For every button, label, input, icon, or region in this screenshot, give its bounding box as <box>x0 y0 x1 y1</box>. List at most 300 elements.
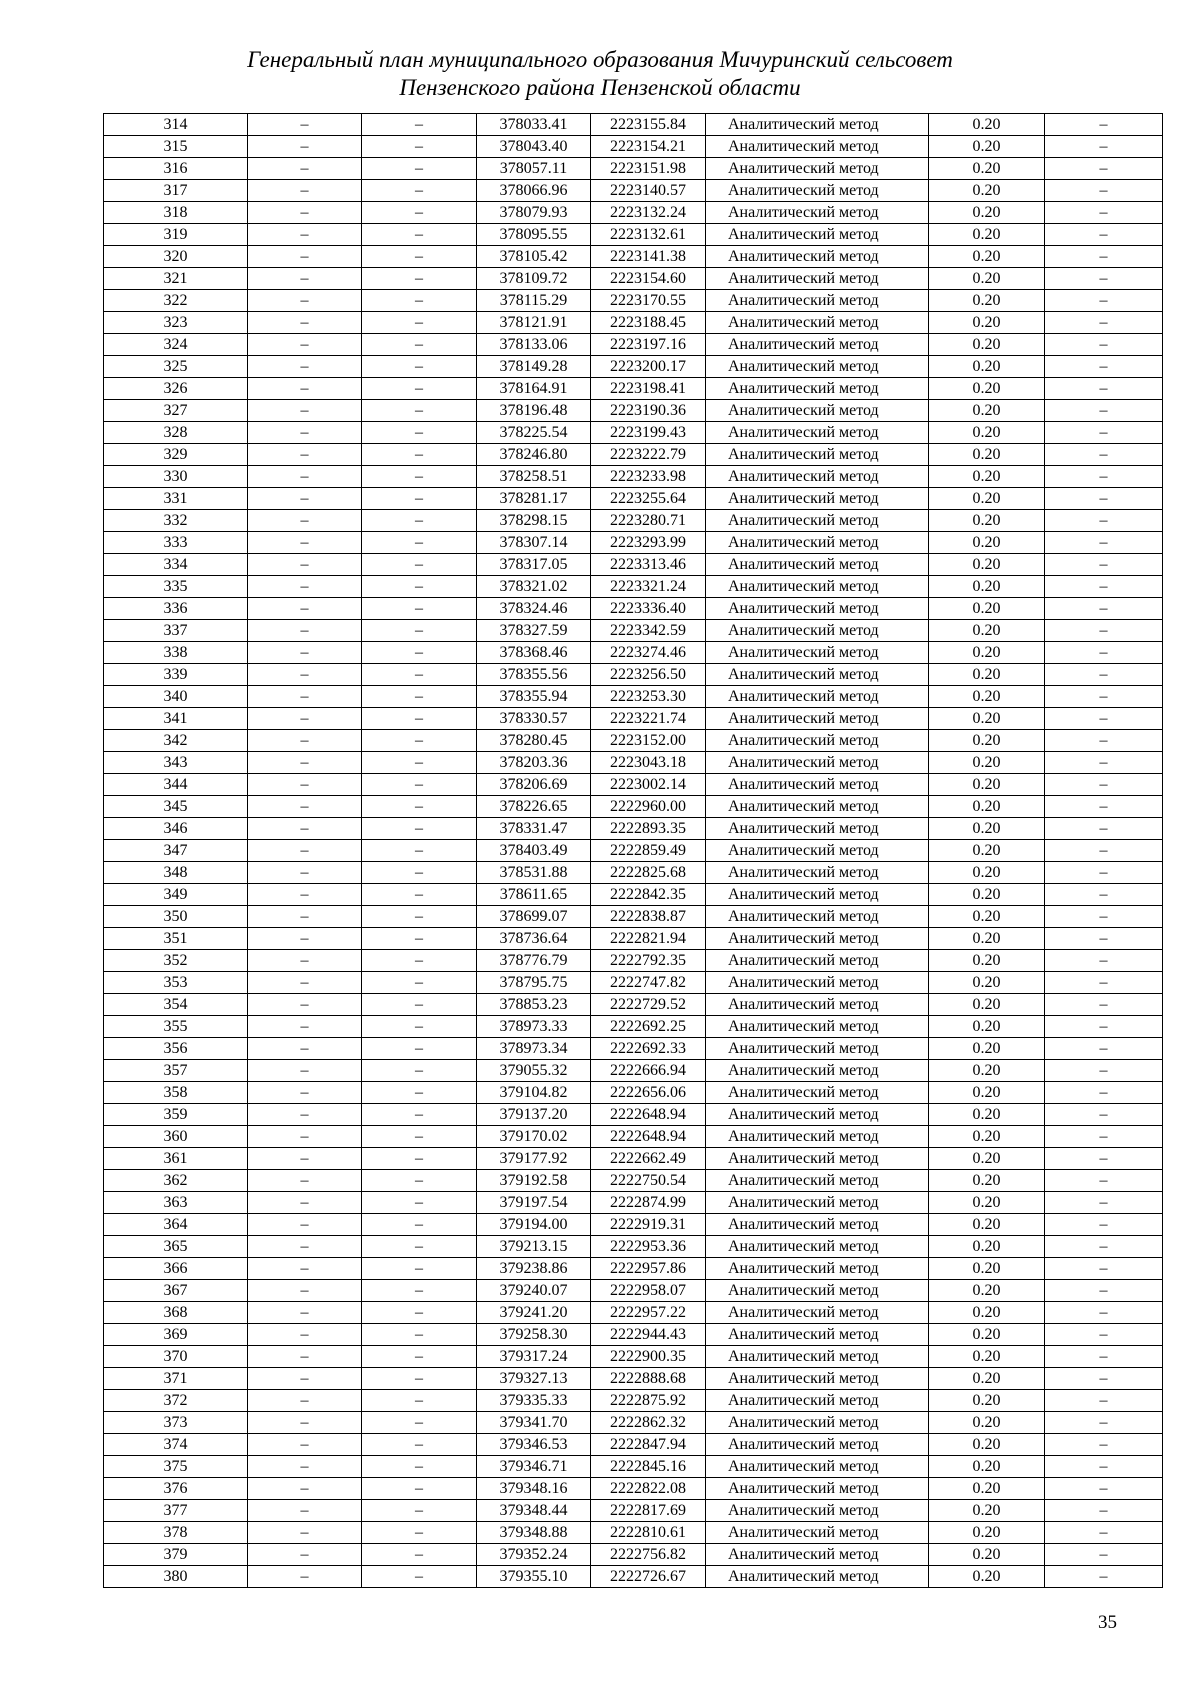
description-cell: – <box>1045 510 1163 532</box>
method-cell: Аналитический метод <box>706 136 929 158</box>
old-x-cell: – <box>248 400 362 422</box>
y-coordinate-cell: 2223170.55 <box>591 290 706 312</box>
old-x-cell: – <box>248 202 362 224</box>
old-x-cell: – <box>248 1016 362 1038</box>
accuracy-cell: 0.20 <box>929 202 1045 224</box>
x-coordinate-cell: 378109.72 <box>477 268 591 290</box>
old-y-cell: – <box>362 246 477 268</box>
point-number-cell: 354 <box>104 994 248 1016</box>
method-cell: Аналитический метод <box>706 400 929 422</box>
table-row <box>104 1478 1163 1500</box>
old-x-cell: – <box>248 488 362 510</box>
point-number-cell: 316 <box>104 158 248 180</box>
description-cell: – <box>1045 136 1163 158</box>
description-cell: – <box>1045 576 1163 598</box>
description-cell: – <box>1045 620 1163 642</box>
y-coordinate-cell: 2222656.06 <box>591 1082 706 1104</box>
method-cell: Аналитический метод <box>706 884 929 906</box>
old-y-cell: – <box>362 334 477 356</box>
table-row <box>104 268 1163 290</box>
old-y-cell: – <box>362 664 477 686</box>
method-cell: Аналитический метод <box>706 730 929 752</box>
point-number-cell: 367 <box>104 1280 248 1302</box>
table-row <box>104 1456 1163 1478</box>
description-cell: – <box>1045 158 1163 180</box>
old-y-cell: – <box>362 1214 477 1236</box>
header-line-2: Пензенского района Пензенской области <box>399 75 801 100</box>
table-row <box>104 1324 1163 1346</box>
point-number-cell: 347 <box>104 840 248 862</box>
x-coordinate-cell: 378331.47 <box>477 818 591 840</box>
y-coordinate-cell: 2223140.57 <box>591 180 706 202</box>
table-row <box>104 1060 1163 1082</box>
table-row <box>104 444 1163 466</box>
accuracy-cell: 0.20 <box>929 1170 1045 1192</box>
method-cell: Аналитический метод <box>706 268 929 290</box>
method-cell: Аналитический метод <box>706 1214 929 1236</box>
x-coordinate-cell: 378246.80 <box>477 444 591 466</box>
y-coordinate-cell: 2223197.16 <box>591 334 706 356</box>
description-cell: – <box>1045 334 1163 356</box>
point-number-cell: 364 <box>104 1214 248 1236</box>
point-number-cell: 325 <box>104 356 248 378</box>
table-row <box>104 796 1163 818</box>
old-y-cell: – <box>362 818 477 840</box>
y-coordinate-cell: 2222888.68 <box>591 1368 706 1390</box>
description-cell: – <box>1045 246 1163 268</box>
y-coordinate-cell: 2222729.52 <box>591 994 706 1016</box>
y-coordinate-cell: 2223336.40 <box>591 598 706 620</box>
accuracy-cell: 0.20 <box>929 136 1045 158</box>
description-cell: – <box>1045 422 1163 444</box>
old-x-cell: – <box>248 114 362 136</box>
accuracy-cell: 0.20 <box>929 532 1045 554</box>
old-x-cell: – <box>248 136 362 158</box>
point-number-cell: 344 <box>104 774 248 796</box>
point-number-cell: 372 <box>104 1390 248 1412</box>
old-x-cell: – <box>248 1214 362 1236</box>
description-cell: – <box>1045 818 1163 840</box>
y-coordinate-cell: 2223155.84 <box>591 114 706 136</box>
table-row <box>104 1104 1163 1126</box>
x-coordinate-cell: 378321.02 <box>477 576 591 598</box>
old-x-cell: – <box>248 1478 362 1500</box>
accuracy-cell: 0.20 <box>929 378 1045 400</box>
y-coordinate-cell: 2222747.82 <box>591 972 706 994</box>
accuracy-cell: 0.20 <box>929 730 1045 752</box>
point-number-cell: 319 <box>104 224 248 246</box>
x-coordinate-cell: 378355.94 <box>477 686 591 708</box>
y-coordinate-cell: 2222893.35 <box>591 818 706 840</box>
description-cell: – <box>1045 840 1163 862</box>
accuracy-cell: 0.20 <box>929 1148 1045 1170</box>
table-row <box>104 224 1163 246</box>
x-coordinate-cell: 378149.28 <box>477 356 591 378</box>
old-x-cell: – <box>248 1456 362 1478</box>
old-y-cell: – <box>362 686 477 708</box>
method-cell: Аналитический метод <box>706 378 929 400</box>
old-x-cell: – <box>248 1544 362 1566</box>
table-row <box>104 1148 1163 1170</box>
method-cell: Аналитический метод <box>706 752 929 774</box>
point-number-cell: 350 <box>104 906 248 928</box>
method-cell: Аналитический метод <box>706 642 929 664</box>
point-number-cell: 355 <box>104 1016 248 1038</box>
old-y-cell: – <box>362 510 477 532</box>
y-coordinate-cell: 2223274.46 <box>591 642 706 664</box>
method-cell: Аналитический метод <box>706 312 929 334</box>
x-coordinate-cell: 378164.91 <box>477 378 591 400</box>
table-row <box>104 180 1163 202</box>
description-cell: – <box>1045 1038 1163 1060</box>
method-cell: Аналитический метод <box>706 774 929 796</box>
method-cell: Аналитический метод <box>706 1192 929 1214</box>
description-cell: – <box>1045 1346 1163 1368</box>
description-cell: – <box>1045 1412 1163 1434</box>
table-row <box>104 774 1163 796</box>
old-x-cell: – <box>248 1082 362 1104</box>
y-coordinate-cell: 2222859.49 <box>591 840 706 862</box>
old-y-cell: – <box>362 180 477 202</box>
accuracy-cell: 0.20 <box>929 1368 1045 1390</box>
y-coordinate-cell: 2222874.99 <box>591 1192 706 1214</box>
method-cell: Аналитический метод <box>706 1324 929 1346</box>
description-cell: – <box>1045 642 1163 664</box>
y-coordinate-cell: 2222847.94 <box>591 1434 706 1456</box>
x-coordinate-cell: 379317.24 <box>477 1346 591 1368</box>
y-coordinate-cell: 2223198.41 <box>591 378 706 400</box>
description-cell: – <box>1045 554 1163 576</box>
old-x-cell: – <box>248 620 362 642</box>
table-row <box>104 598 1163 620</box>
accuracy-cell: 0.20 <box>929 972 1045 994</box>
old-y-cell: – <box>362 950 477 972</box>
accuracy-cell: 0.20 <box>929 708 1045 730</box>
y-coordinate-cell: 2223313.46 <box>591 554 706 576</box>
old-x-cell: – <box>248 1500 362 1522</box>
old-x-cell: – <box>248 1390 362 1412</box>
coordinates-table <box>103 113 1163 1588</box>
method-cell: Аналитический метод <box>706 1346 929 1368</box>
y-coordinate-cell: 2222756.82 <box>591 1544 706 1566</box>
table-row <box>104 1412 1163 1434</box>
point-number-cell: 332 <box>104 510 248 532</box>
point-number-cell: 337 <box>104 620 248 642</box>
method-cell: Аналитический метод <box>706 686 929 708</box>
old-x-cell: – <box>248 334 362 356</box>
point-number-cell: 358 <box>104 1082 248 1104</box>
old-y-cell: – <box>362 202 477 224</box>
method-cell: Аналитический метод <box>706 180 929 202</box>
y-coordinate-cell: 2223188.45 <box>591 312 706 334</box>
table-row <box>104 1346 1163 1368</box>
old-y-cell: – <box>362 994 477 1016</box>
x-coordinate-cell: 379355.10 <box>477 1566 591 1588</box>
point-number-cell: 331 <box>104 488 248 510</box>
point-number-cell: 330 <box>104 466 248 488</box>
table-row <box>104 422 1163 444</box>
old-y-cell: – <box>362 268 477 290</box>
method-cell: Аналитический метод <box>706 1258 929 1280</box>
accuracy-cell: 0.20 <box>929 400 1045 422</box>
point-number-cell: 345 <box>104 796 248 818</box>
y-coordinate-cell: 2222750.54 <box>591 1170 706 1192</box>
point-number-cell: 360 <box>104 1126 248 1148</box>
method-cell: Аналитический метод <box>706 466 929 488</box>
x-coordinate-cell: 378973.33 <box>477 1016 591 1038</box>
point-number-cell: 317 <box>104 180 248 202</box>
y-coordinate-cell: 2222726.67 <box>591 1566 706 1588</box>
old-x-cell: – <box>248 1170 362 1192</box>
x-coordinate-cell: 379104.82 <box>477 1082 591 1104</box>
old-y-cell: – <box>362 1148 477 1170</box>
table-row <box>104 1522 1163 1544</box>
old-y-cell: – <box>362 1390 477 1412</box>
table-row <box>104 1214 1163 1236</box>
old-x-cell: – <box>248 422 362 444</box>
x-coordinate-cell: 379258.30 <box>477 1324 591 1346</box>
point-number-cell: 326 <box>104 378 248 400</box>
x-coordinate-cell: 379192.58 <box>477 1170 591 1192</box>
old-y-cell: – <box>362 1126 477 1148</box>
accuracy-cell: 0.20 <box>929 906 1045 928</box>
old-x-cell: – <box>248 1280 362 1302</box>
accuracy-cell: 0.20 <box>929 114 1045 136</box>
y-coordinate-cell: 2223256.50 <box>591 664 706 686</box>
x-coordinate-cell: 379213.15 <box>477 1236 591 1258</box>
description-cell: – <box>1045 774 1163 796</box>
method-cell: Аналитический метод <box>706 840 929 862</box>
x-coordinate-cell: 379348.16 <box>477 1478 591 1500</box>
old-y-cell: – <box>362 598 477 620</box>
accuracy-cell: 0.20 <box>929 884 1045 906</box>
x-coordinate-cell: 379352.24 <box>477 1544 591 1566</box>
x-coordinate-cell: 379348.88 <box>477 1522 591 1544</box>
y-coordinate-cell: 2222919.31 <box>591 1214 706 1236</box>
x-coordinate-cell: 378225.54 <box>477 422 591 444</box>
method-cell: Аналитический метод <box>706 1456 929 1478</box>
point-number-cell: 333 <box>104 532 248 554</box>
table-row <box>104 620 1163 642</box>
accuracy-cell: 0.20 <box>929 1390 1045 1412</box>
method-cell: Аналитический метод <box>706 1390 929 1412</box>
old-x-cell: – <box>248 268 362 290</box>
point-number-cell: 315 <box>104 136 248 158</box>
old-x-cell: – <box>248 246 362 268</box>
old-y-cell: – <box>362 862 477 884</box>
description-cell: – <box>1045 400 1163 422</box>
description-cell: – <box>1045 312 1163 334</box>
y-coordinate-cell: 2223132.24 <box>591 202 706 224</box>
point-number-cell: 369 <box>104 1324 248 1346</box>
x-coordinate-cell: 379137.20 <box>477 1104 591 1126</box>
table-row <box>104 1126 1163 1148</box>
accuracy-cell: 0.20 <box>929 1192 1045 1214</box>
old-y-cell: – <box>362 1456 477 1478</box>
y-coordinate-cell: 2223151.98 <box>591 158 706 180</box>
y-coordinate-cell: 2223222.79 <box>591 444 706 466</box>
point-number-cell: 349 <box>104 884 248 906</box>
y-coordinate-cell: 2222953.36 <box>591 1236 706 1258</box>
x-coordinate-cell: 378095.55 <box>477 224 591 246</box>
old-y-cell: – <box>362 378 477 400</box>
method-cell: Аналитический метод <box>706 950 929 972</box>
accuracy-cell: 0.20 <box>929 224 1045 246</box>
old-y-cell: – <box>362 576 477 598</box>
description-cell: – <box>1045 884 1163 906</box>
method-cell: Аналитический метод <box>706 224 929 246</box>
x-coordinate-cell: 378298.15 <box>477 510 591 532</box>
table-row <box>104 1258 1163 1280</box>
table-row <box>104 334 1163 356</box>
x-coordinate-cell: 378226.65 <box>477 796 591 818</box>
method-cell: Аналитический метод <box>706 796 929 818</box>
point-number-cell: 357 <box>104 1060 248 1082</box>
old-y-cell: – <box>362 1478 477 1500</box>
old-y-cell: – <box>362 620 477 642</box>
table-row <box>104 708 1163 730</box>
old-x-cell: – <box>248 1038 362 1060</box>
point-number-cell: 341 <box>104 708 248 730</box>
old-y-cell: – <box>362 796 477 818</box>
y-coordinate-cell: 2222662.49 <box>591 1148 706 1170</box>
old-x-cell: – <box>248 1148 362 1170</box>
x-coordinate-cell: 378853.23 <box>477 994 591 1016</box>
table-row <box>104 818 1163 840</box>
y-coordinate-cell: 2222648.94 <box>591 1104 706 1126</box>
accuracy-cell: 0.20 <box>929 818 1045 840</box>
description-cell: – <box>1045 290 1163 312</box>
old-x-cell: – <box>248 466 362 488</box>
old-x-cell: – <box>248 1236 362 1258</box>
accuracy-cell: 0.20 <box>929 1302 1045 1324</box>
point-number-cell: 368 <box>104 1302 248 1324</box>
old-y-cell: – <box>362 972 477 994</box>
table-row <box>104 510 1163 532</box>
table-row <box>104 1368 1163 1390</box>
x-coordinate-cell: 378355.56 <box>477 664 591 686</box>
y-coordinate-cell: 2222845.16 <box>591 1456 706 1478</box>
method-cell: Аналитический метод <box>706 972 929 994</box>
old-y-cell: – <box>362 290 477 312</box>
point-number-cell: 324 <box>104 334 248 356</box>
table-row <box>104 576 1163 598</box>
method-cell: Аналитический метод <box>706 1434 929 1456</box>
method-cell: Аналитический метод <box>706 444 929 466</box>
point-number-cell: 320 <box>104 246 248 268</box>
x-coordinate-cell: 379177.92 <box>477 1148 591 1170</box>
y-coordinate-cell: 2222838.87 <box>591 906 706 928</box>
accuracy-cell: 0.20 <box>929 664 1045 686</box>
old-x-cell: – <box>248 1412 362 1434</box>
table-row <box>104 994 1163 1016</box>
description-cell: – <box>1045 1148 1163 1170</box>
y-coordinate-cell: 2223221.74 <box>591 708 706 730</box>
x-coordinate-cell: 379055.32 <box>477 1060 591 1082</box>
header-line-1: Генеральный план муниципального образования Мичуринский сельсовет <box>247 47 953 72</box>
description-cell: – <box>1045 1192 1163 1214</box>
description-cell: – <box>1045 378 1163 400</box>
old-y-cell: – <box>362 1060 477 1082</box>
point-number-cell: 340 <box>104 686 248 708</box>
point-number-cell: 329 <box>104 444 248 466</box>
accuracy-cell: 0.20 <box>929 1082 1045 1104</box>
method-cell: Аналитический метод <box>706 906 929 928</box>
method-cell: Аналитический метод <box>706 1544 929 1566</box>
method-cell: Аналитический метод <box>706 1148 929 1170</box>
table-row <box>104 378 1163 400</box>
table-row <box>104 488 1163 510</box>
method-cell: Аналитический метод <box>706 1368 929 1390</box>
accuracy-cell: 0.20 <box>929 840 1045 862</box>
old-x-cell: – <box>248 510 362 532</box>
description-cell: – <box>1045 114 1163 136</box>
description-cell: – <box>1045 730 1163 752</box>
y-coordinate-cell: 2223200.17 <box>591 356 706 378</box>
accuracy-cell: 0.20 <box>929 1522 1045 1544</box>
table-row <box>104 1016 1163 1038</box>
method-cell: Аналитический метод <box>706 994 929 1016</box>
description-cell: – <box>1045 972 1163 994</box>
old-x-cell: – <box>248 378 362 400</box>
point-number-cell: 356 <box>104 1038 248 1060</box>
old-x-cell: – <box>248 796 362 818</box>
description-cell: – <box>1045 1544 1163 1566</box>
method-cell: Аналитический метод <box>706 356 929 378</box>
table-row <box>104 1236 1163 1258</box>
method-cell: Аналитический метод <box>706 708 929 730</box>
table-row <box>104 686 1163 708</box>
description-cell: – <box>1045 862 1163 884</box>
accuracy-cell: 0.20 <box>929 158 1045 180</box>
old-x-cell: – <box>248 356 362 378</box>
description-cell: – <box>1045 906 1163 928</box>
point-number-cell: 351 <box>104 928 248 950</box>
table-row <box>104 840 1163 862</box>
point-number-cell: 318 <box>104 202 248 224</box>
x-coordinate-cell: 379346.71 <box>477 1456 591 1478</box>
y-coordinate-cell: 2222960.00 <box>591 796 706 818</box>
table-row <box>104 884 1163 906</box>
y-coordinate-cell: 2222821.94 <box>591 928 706 950</box>
x-coordinate-cell: 378327.59 <box>477 620 591 642</box>
accuracy-cell: 0.20 <box>929 928 1045 950</box>
x-coordinate-cell: 378776.79 <box>477 950 591 972</box>
accuracy-cell: 0.20 <box>929 356 1045 378</box>
x-coordinate-cell: 378258.51 <box>477 466 591 488</box>
table-row <box>104 400 1163 422</box>
old-x-cell: – <box>248 906 362 928</box>
old-y-cell: – <box>362 1258 477 1280</box>
point-number-cell: 321 <box>104 268 248 290</box>
accuracy-cell: 0.20 <box>929 642 1045 664</box>
old-y-cell: – <box>362 224 477 246</box>
old-x-cell: – <box>248 312 362 334</box>
document-header <box>0 46 1200 102</box>
y-coordinate-cell: 2222810.61 <box>591 1522 706 1544</box>
table-row <box>104 136 1163 158</box>
x-coordinate-cell: 379197.54 <box>477 1192 591 1214</box>
accuracy-cell: 0.20 <box>929 862 1045 884</box>
x-coordinate-cell: 379335.33 <box>477 1390 591 1412</box>
table-row <box>104 312 1163 334</box>
x-coordinate-cell: 378403.49 <box>477 840 591 862</box>
y-coordinate-cell: 2222957.86 <box>591 1258 706 1280</box>
old-y-cell: – <box>362 136 477 158</box>
table-row <box>104 642 1163 664</box>
method-cell: Аналитический метод <box>706 290 929 312</box>
method-cell: Аналитический метод <box>706 576 929 598</box>
